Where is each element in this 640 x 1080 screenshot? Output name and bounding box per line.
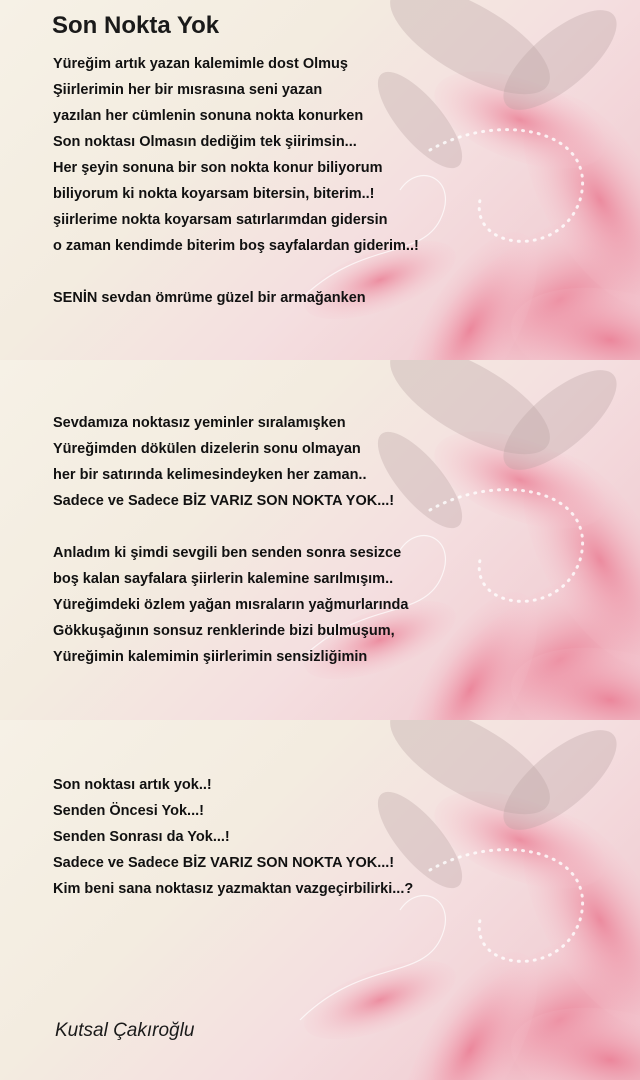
poem-line: her bir satırında kelimesindeyken her zaman..	[53, 467, 367, 483]
poem-line: boş kalan sayfalara şiirlerin kalemine sarılmışım..	[53, 571, 394, 587]
poem-line: Senden Öncesi Yok...!	[53, 803, 204, 819]
poem-line: Son noktası Olmasın dediğim tek şiirimsin...	[53, 134, 357, 150]
poem-line: yazılan her cümlenin sonuna nokta konurken	[53, 108, 364, 124]
poem-line: Yüreğimin kalemimin şiirlerimin sensizliğimin	[53, 649, 368, 665]
poem-line: Her şeyin sonuna bir son nokta konur biliyorum	[53, 160, 383, 176]
poem-line: Gökkuşağının sonsuz renklerinde bizi bulmuşum,	[53, 623, 395, 639]
poem-line: Yüreğimdeki özlem yağan mısraların yağmurlarında	[53, 597, 409, 613]
poem-line: Yüreğimden dökülen dizelerin sonu olmayan	[53, 441, 361, 457]
poem-title: Son Nokta Yok	[52, 12, 220, 39]
poem-line: şiirlerime nokta koyarsam satırlarımdan gidersin	[53, 212, 388, 228]
poem-line: Senden Sonrası da Yok...!	[53, 829, 230, 845]
poem-section	[53, 772, 413, 902]
stanza-gap	[53, 514, 408, 540]
poem-line: SENİN sevdan ömrüme güzel bir armağanken	[53, 290, 366, 306]
poem-section	[53, 51, 419, 311]
poem-line: Sevdamıza noktasız yeminler sıralamışken	[53, 415, 346, 431]
stanza-gap	[53, 259, 419, 285]
poem-line: Şiirlerimin her bir mısrasına seni yazan	[53, 82, 323, 98]
poem-line: biliyorum ki nokta koyarsam bitersin, biterim..!	[53, 186, 375, 202]
poem-section	[53, 410, 408, 670]
poem-line: Kim beni sana noktasız yazmaktan vazgeçirbilirki...?	[53, 881, 414, 897]
poem-line: Anladım ki şimdi sevgili ben senden sonra sesizce	[53, 545, 402, 561]
poem-line: Yüreğim artık yazan kalemimle dost Olmuş	[53, 56, 348, 72]
poem-line: Sadece ve Sadece BİZ VARIZ SON NOKTA YOK...!	[53, 493, 395, 509]
poem-line: o zaman kendimde biterim boş sayfalardan giderim..!	[53, 238, 419, 254]
poem-line: Sadece ve Sadece BİZ VARIZ SON NOKTA YOK...!	[53, 855, 395, 871]
poem-line: Son noktası artık yok..!	[53, 777, 212, 793]
author-name: Kutsal Çakıroğlu	[55, 1020, 195, 1041]
